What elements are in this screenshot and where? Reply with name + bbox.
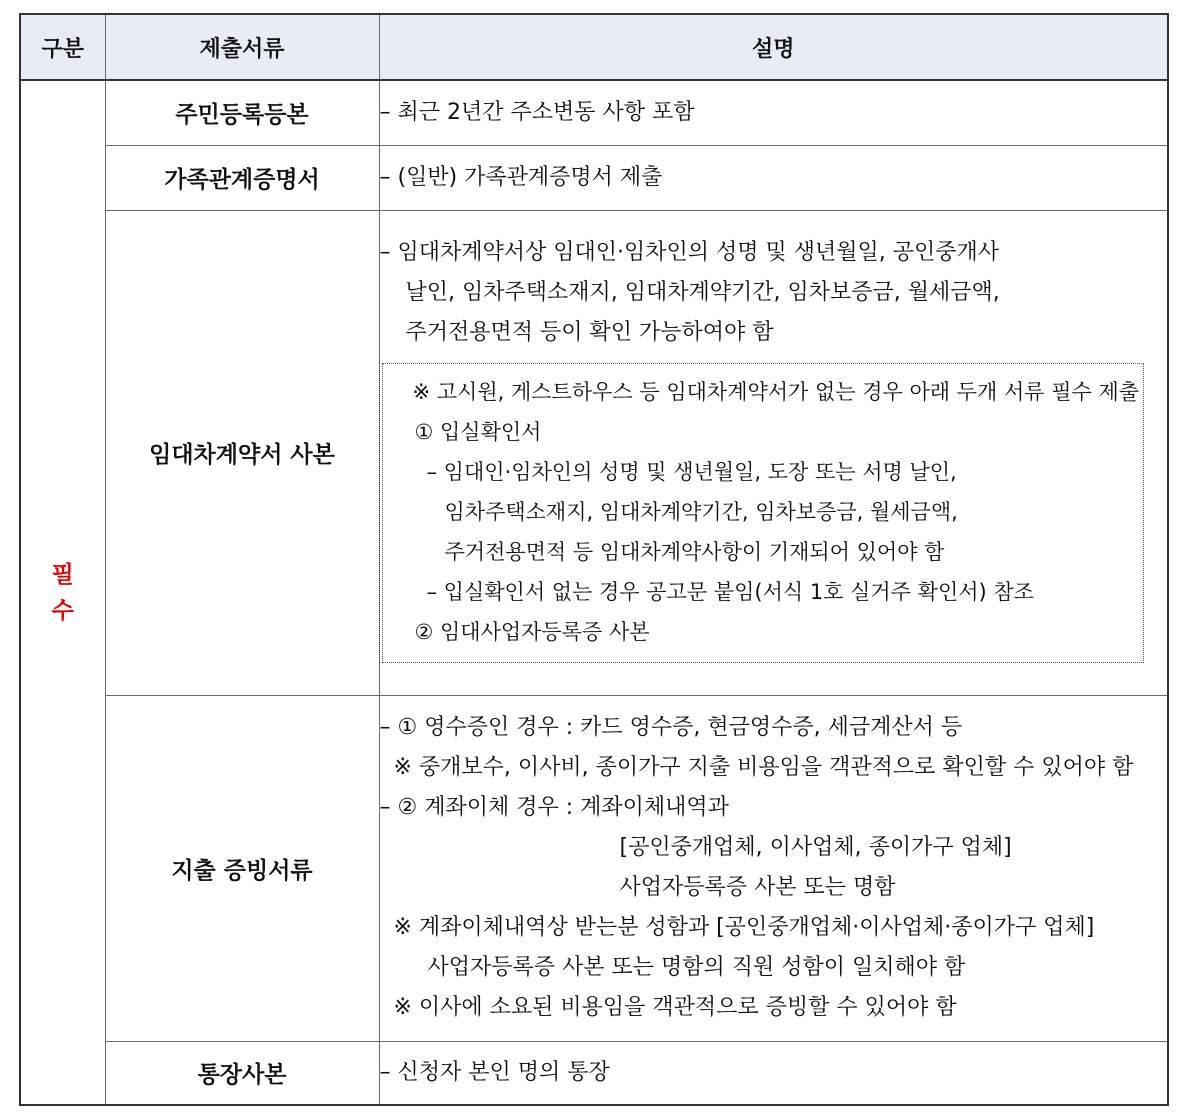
doc-expense-proof: 지출 증빙서류: [105, 695, 379, 1041]
header-category: 구분: [20, 14, 105, 80]
table-row: [20, 1041, 1168, 1105]
doc-resident-registration: 주민등록등본: [105, 80, 379, 145]
table-header-row: [20, 14, 1168, 80]
desc-expense-proof: – ① 영수증인 경우 : 카드 영수증, 현금영수증, 세금계산서 등 ※ 중개보수, 이사비, 종이가구 지출 비용임을 객관적으로 확인할 수 있어야 함 – ② 계좌이체 경우 : 계좌이체내역과 [공인중개업체, 이사업체, 종이가구 업체] 사업자등록증 사본 또는 명함 ※ 계좌이체내역상 받는분 성함과 [공인중개업체·이사업체·종이가구 업체] 사업자등록증 사본 또는 명함의 직원 성함이 일치해야 함 ※ 이사에 소요된 비용임을 객관적으로 증빙할 수 있어야 함: [379, 695, 1168, 1041]
desc-lease-contract: – 임대차계약서상 임대인·임차인의 성명 및 생년월일, 공인중개사 날인, 임차주택소재지, 임대차계약기간, 임차보증금, 월세금액, 주거전용면적 등이 확인 가능하여야 함 ※ 고시원, 게스트하우스 등 임대차계약서가 없는 경우 아래 두개 서류 필수 제출 ① 입실확인서 – 임대인·임차인의 성명 및 생년월일, 도장 또는 서명 날인, 임차주택소재지, 임대차계약기간, 임차보증금, 월세금액, 주거전용면적 등 임대차계약사항이 기재되어 있어야 함 – 입실확인서 없는 경우 공고문 붙임(서식 1호 실거주 확인서) 참조 ② 임대사업자등록증 사본: [379, 210, 1168, 695]
desc-resident-registration: – 최근 2년간 주소변동 사항 포함: [379, 80, 1168, 145]
table-row: [20, 145, 1168, 210]
doc-family-relation: 가족관계증명서: [105, 145, 379, 210]
header-documents: 제출서류: [105, 14, 379, 80]
category-required: 필 수: [20, 80, 105, 1105]
desc-bankbook: – 신청자 본인 명의 통장: [379, 1041, 1168, 1105]
required-documents-table: [19, 13, 1169, 1106]
desc-family-relation: – (일반) 가족관계증명서 제출: [379, 145, 1168, 210]
table-row: [20, 80, 1168, 145]
doc-lease-contract: 임대차계약서 사본: [105, 210, 379, 695]
doc-bankbook: 통장사본: [105, 1041, 379, 1105]
exception-note-box: ※ 고시원, 게스트하우스 등 임대차계약서가 없는 경우 아래 두개 서류 필수 제출 ① 입실확인서 – 임대인·임차인의 성명 및 생년월일, 도장 또는 서명 날인, 임차주택소재지, 임대차계약기간, 임차보증금, 월세금액, 주거전용면적 등 임대차계약사항이 기재되어 있어야 함 – 입실확인서 없는 경우 공고문 붙임(서식 1호 실거주 확인서) 참조 ② 임대사업자등록증 사본: [382, 363, 1144, 663]
header-description: 설명: [379, 14, 1168, 80]
table-row: [20, 210, 1168, 695]
table-row: [20, 695, 1168, 1041]
